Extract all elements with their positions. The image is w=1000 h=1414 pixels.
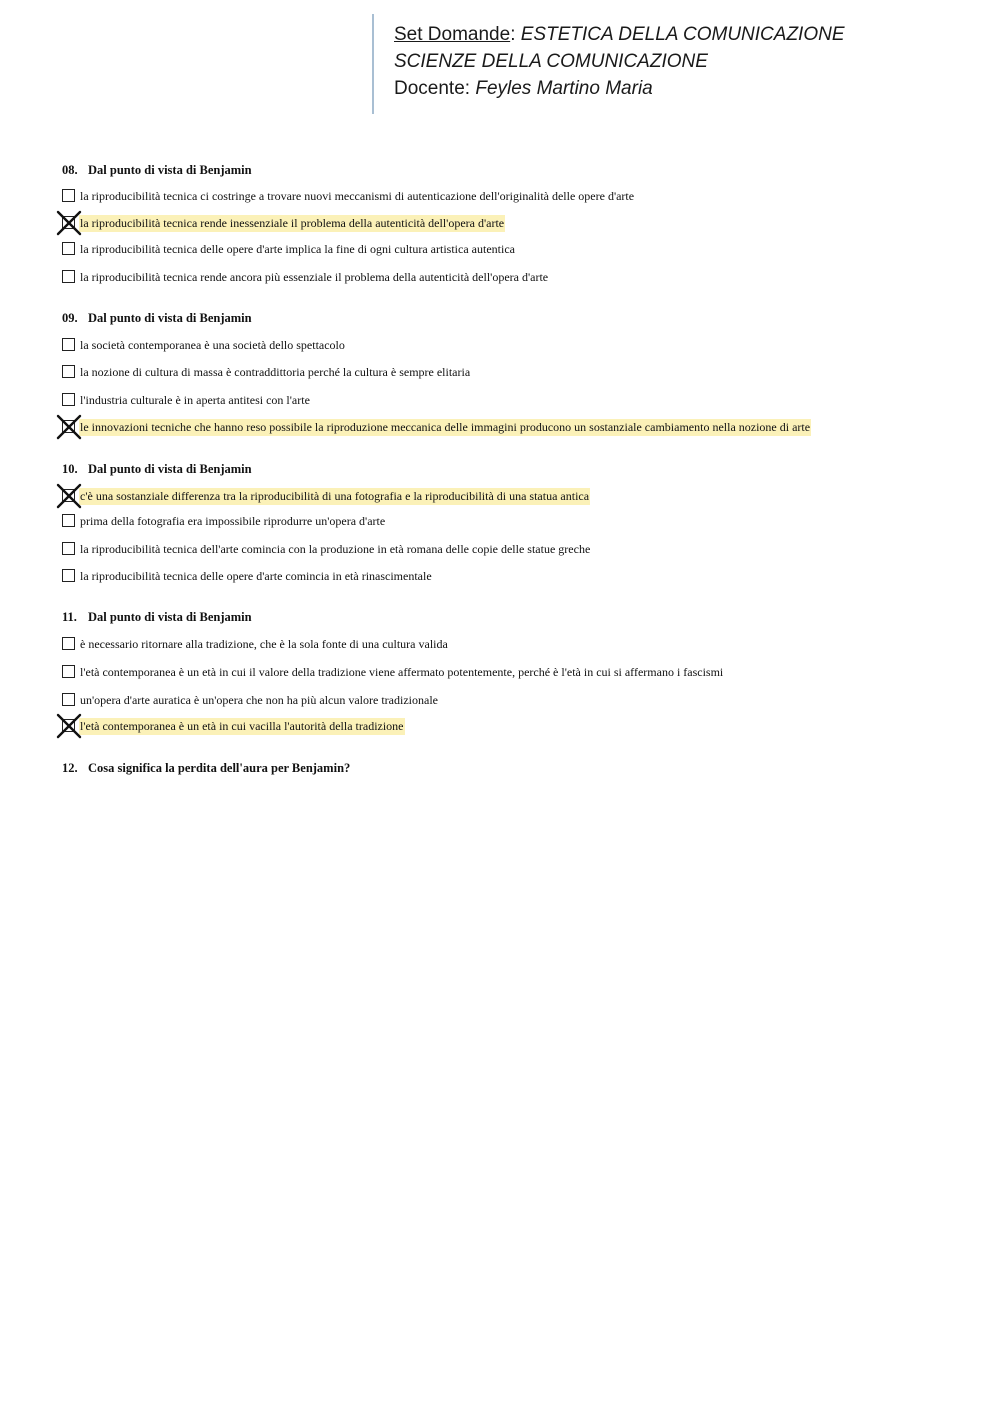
question-set-line bbox=[394, 24, 845, 46]
question-text: Dal punto di vista di Benjamin bbox=[88, 311, 252, 325]
question-text: Cosa significa la perdita dell'aura per Benjamin? bbox=[88, 761, 351, 775]
answer-text: un'opera d'arte auratica è un'opera che non ha più alcun valore tradizionale bbox=[80, 693, 438, 707]
answer-text: l'età contemporanea è un età in cui il valore della tradizione viene affermato potentemente, perché è l'età in cui si affermano i fascismi bbox=[80, 665, 724, 679]
answer-checkbox[interactable] bbox=[62, 542, 75, 555]
teacher-label: Docente bbox=[394, 78, 465, 99]
answer-text: la riproducibilità tecnica dell'arte comincia con la produzione in età romana delle copie delle statue greche bbox=[80, 542, 591, 556]
answer-checkbox[interactable] bbox=[62, 693, 75, 706]
question-number: 12. bbox=[62, 761, 78, 775]
teacher-line bbox=[394, 78, 653, 100]
answer-text: è necessario ritornare alla tradizione, che è la sola fonte di una cultura valida bbox=[80, 637, 448, 651]
course-title: ESTETICA DELLA COMUNICAZIONE bbox=[520, 24, 845, 45]
selected-cross-icon bbox=[56, 483, 82, 509]
document-header bbox=[372, 14, 894, 114]
answer-text: l'età contemporanea è un età in cui vacilla l'autorità della tradizione bbox=[80, 719, 404, 733]
answer-checkbox[interactable] bbox=[62, 393, 75, 406]
question-number: 09. bbox=[62, 311, 78, 325]
selected-cross-icon bbox=[56, 713, 82, 739]
answer-text: la riproducibilità tecnica rende inessenziale il problema della autenticità dell'opera d'arte bbox=[80, 216, 505, 230]
answer-text: la riproducibilità tecnica delle opere d'arte implica la fine di ogni cultura artistica autentica bbox=[80, 242, 515, 256]
answer-checkbox[interactable] bbox=[62, 242, 75, 255]
question-text: Dal punto di vista di Benjamin bbox=[88, 163, 252, 177]
question-text: Dal punto di vista di Benjamin bbox=[88, 462, 252, 476]
question-number: 10. bbox=[62, 462, 78, 476]
answer-text: l'industria culturale è in aperta antitesi con l'arte bbox=[80, 393, 310, 407]
teacher-name: Feyles Martino Maria bbox=[475, 78, 653, 99]
answer-checkbox[interactable] bbox=[62, 514, 75, 527]
answer-text: la riproducibilità tecnica ci costringe a trovare nuovi meccanismi di autenticazione dell'originalità delle opere d'arte bbox=[80, 189, 635, 203]
answer-text: prima della fotografia era impossibile riprodurre un'opera d'arte bbox=[80, 514, 386, 528]
answer-text: la riproducibilità tecnica delle opere d'arte comincia in età rinascimentale bbox=[80, 569, 432, 583]
selected-cross-icon bbox=[56, 210, 82, 236]
question-set-label: Set Domande bbox=[394, 24, 511, 45]
answer-checkbox[interactable] bbox=[62, 189, 75, 202]
question-heading bbox=[62, 610, 252, 625]
answer-checkbox[interactable] bbox=[62, 637, 75, 650]
answer-text: c'è una sostanziale differenza tra la riproducibilità di una fotografia e la riproducibilità di una statua antica bbox=[80, 489, 590, 503]
question-number: 08. bbox=[62, 163, 78, 177]
question-text: Dal punto di vista di Benjamin bbox=[88, 610, 252, 624]
degree-title: SCIENZE DELLA COMUNICAZIONE bbox=[394, 51, 708, 72]
degree-line bbox=[394, 51, 708, 73]
question-heading bbox=[62, 462, 252, 477]
answer-text: la riproducibilità tecnica rende ancora più essenziale il problema della autenticità dell'opera d'arte bbox=[80, 270, 549, 284]
answer-text: la nozione di cultura di massa è contraddittoria perché la cultura è sempre elitaria bbox=[80, 365, 471, 379]
question-heading bbox=[62, 163, 252, 178]
answer-checkbox[interactable] bbox=[62, 665, 75, 678]
answer-checkbox[interactable] bbox=[62, 338, 75, 351]
selected-cross-icon bbox=[56, 414, 82, 440]
question-set-separator: : bbox=[510, 24, 521, 45]
question-number: 11. bbox=[62, 610, 77, 624]
answer-text: la società contemporanea è una società dello spettacolo bbox=[80, 338, 345, 352]
question-heading bbox=[62, 311, 252, 326]
answer-checkbox[interactable] bbox=[62, 270, 75, 283]
answer-checkbox[interactable] bbox=[62, 365, 75, 378]
question-heading bbox=[62, 761, 350, 776]
answer-text: le innovazioni tecniche che hanno reso possibile la riproduzione meccanica delle immagini producono un sostanziale cambiamento nella nozione di arte bbox=[80, 420, 811, 434]
answer-checkbox[interactable] bbox=[62, 569, 75, 582]
teacher-separator: : bbox=[464, 78, 476, 99]
